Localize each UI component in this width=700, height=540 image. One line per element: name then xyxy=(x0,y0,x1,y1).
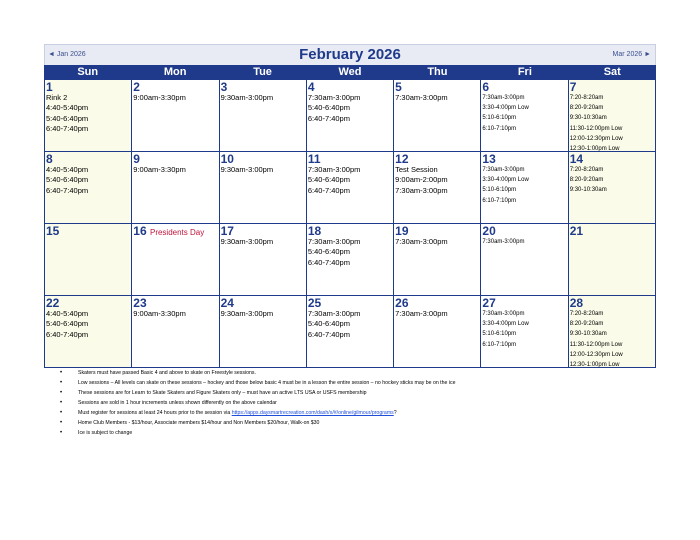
day-number xyxy=(395,225,479,237)
day-number-text: 3 xyxy=(220,80,228,94)
day-cell xyxy=(45,296,132,368)
day-number-text: 14 xyxy=(569,152,584,166)
day-number xyxy=(395,153,479,165)
session-time: 5:10-6:10pm xyxy=(482,331,517,338)
session-time: 6:10-7:10pm xyxy=(482,197,517,204)
session-time: 6:40-7:40pm xyxy=(307,257,350,267)
day-number xyxy=(308,225,392,237)
day-cell xyxy=(481,152,568,224)
session-time: 5:40-6:40pm xyxy=(307,319,350,329)
session-time: 6:10-7:10pm xyxy=(482,341,517,348)
day-number xyxy=(133,297,217,309)
session-time: 3:30-4:00pm Low xyxy=(482,105,529,112)
session-time: 6:40-7:40pm xyxy=(46,185,89,195)
day-cell xyxy=(569,224,656,296)
session-time: 9:30-10:30am xyxy=(569,115,607,122)
month-title: February 2026 xyxy=(299,46,401,63)
session-time: 6:40-7:40pm xyxy=(307,185,350,195)
day-number-text: 24 xyxy=(220,296,234,310)
day-cell xyxy=(132,224,219,296)
session-time: 9:30-10:30am xyxy=(569,331,607,338)
note-text: Ice is subject to change xyxy=(78,430,133,436)
note-text: Skaters must have passed Basic 4 and above to skate on Freestyle sessions. xyxy=(78,370,256,376)
day-cell xyxy=(220,296,307,368)
session-time: 4:40-5:40pm xyxy=(46,165,89,174)
day-number-text: 18 xyxy=(307,224,322,238)
session-time: 9:00am-3:30pm xyxy=(133,309,186,318)
weekday-wed: Wed xyxy=(338,66,362,78)
day-number-text: 26 xyxy=(395,296,409,310)
weekday-header-row xyxy=(44,65,656,79)
session-time: Rink 2 xyxy=(46,93,68,102)
day-number xyxy=(308,297,392,309)
note-item xyxy=(60,398,660,408)
day-number-text: 10 xyxy=(220,152,234,166)
day-cell xyxy=(569,152,656,224)
day-number-text: 11 xyxy=(307,152,321,166)
session-time: 3:30-4:00pm Low xyxy=(482,321,529,328)
day-number xyxy=(482,81,566,93)
session-time: 11:30-12:00pm Low xyxy=(569,341,623,348)
session-time: 7:30am-3:00pm xyxy=(307,165,361,174)
registration-link[interactable]: https://apps.daysmartrecreation.com/dash/x/#/online/gilmour/programs xyxy=(231,410,394,416)
day-number xyxy=(570,153,654,165)
note-text: Sessions are sold in 1 hour increments unless shown differently on the above calendar xyxy=(78,400,277,406)
session-time: 7:30am-3:00pm xyxy=(482,239,525,245)
session-time: 7:30am-3:00pm xyxy=(482,95,525,101)
session-time: 5:40-6:40pm xyxy=(307,175,350,185)
weekday-tue: Tue xyxy=(253,66,272,78)
day-cell xyxy=(45,224,132,296)
session-time: 5:40-6:40pm xyxy=(46,319,89,329)
day-number-text: 9 xyxy=(133,152,140,166)
day-cell xyxy=(394,224,481,296)
day-number xyxy=(221,297,305,309)
session-time: 6:40-7:40pm xyxy=(46,329,89,339)
day-number-text: 16 xyxy=(133,224,147,238)
weekday-mon: Mon xyxy=(163,66,187,78)
day-number xyxy=(46,225,130,237)
day-cell xyxy=(220,80,307,152)
session-time: 7:30am-3:00pm xyxy=(307,93,361,102)
day-number-text: 19 xyxy=(395,224,409,238)
note-item xyxy=(60,368,660,378)
session-time: 6:40-7:40pm xyxy=(307,113,350,123)
day-cell xyxy=(220,152,307,224)
day-number-text: 20 xyxy=(482,224,496,238)
session-time: 7:30am-3:00pm xyxy=(395,237,448,246)
prev-month-link[interactable]: ◄ Jan 2026 xyxy=(48,51,86,58)
session-time: 7:30am-3:00pm xyxy=(395,93,448,102)
session-time: 8:20-9:20am xyxy=(569,105,604,112)
note-item xyxy=(60,418,660,428)
weekday-sat: Sat xyxy=(603,66,621,78)
day-number-text: 8 xyxy=(46,152,53,166)
session-time: 7:20-8:20am xyxy=(569,95,604,101)
day-number xyxy=(46,153,130,165)
note-text: Must register for sessions at least 24 hours prior to the session via xyxy=(78,410,232,416)
day-cell xyxy=(307,224,394,296)
weekday-sun: Sun xyxy=(77,66,99,78)
day-number xyxy=(482,297,566,309)
session-time: 5:10-6:10pm xyxy=(482,115,517,122)
day-cell xyxy=(307,152,394,224)
session-time: 5:40-6:40pm xyxy=(307,103,350,113)
day-number-text: 22 xyxy=(46,296,60,310)
session-time: 5:40-6:40pm xyxy=(307,247,350,257)
session-time: 7:30am-3:00pm xyxy=(307,237,361,246)
day-number xyxy=(570,225,654,237)
next-month-link[interactable]: Mar 2026 ► xyxy=(612,51,651,58)
session-time: 5:40-6:40pm xyxy=(46,175,89,185)
day-number xyxy=(133,225,217,239)
day-number-text: 28 xyxy=(569,296,584,310)
session-time: 7:20-8:20am xyxy=(569,311,604,317)
session-time: 12:30-1:00pm Low xyxy=(569,362,620,368)
session-time: 12:30-1:00pm Low xyxy=(569,146,620,152)
session-time: 7:30am-3:00pm xyxy=(307,309,361,318)
note-text: Low sessions – All levels can skate on these sessions – hockey and those below basic 4 must be in a lesson the entire session – no hockey sticks may be on the ice xyxy=(78,380,456,386)
session-time: 8:20-9:20am xyxy=(569,177,604,184)
session-time: 9:00am-2:00pm xyxy=(395,175,448,185)
calendar xyxy=(44,44,656,368)
day-cell xyxy=(307,80,394,152)
session-time: 9:30am-3:00pm xyxy=(220,93,274,102)
session-time: 9:30-10:30am xyxy=(569,187,607,194)
session-time: 7:30am-3:00pm xyxy=(395,185,448,195)
note-text: These sessions are for Learn to Skate Skaters and Figure Skaters only – must have an active LTS USA or USFS membership xyxy=(78,390,367,396)
session-time: 9:30am-3:00pm xyxy=(220,165,274,174)
session-time: Test Session xyxy=(395,165,438,174)
day-number-text: 1 xyxy=(46,80,53,94)
session-time: 12:00-12:30pm Low xyxy=(569,135,623,142)
session-time: 4:40-5:40pm xyxy=(46,309,89,318)
day-cell xyxy=(45,152,132,224)
day-number xyxy=(221,81,305,93)
session-time: 6:40-7:40pm xyxy=(307,329,350,339)
day-number-text: 6 xyxy=(482,80,490,94)
note-item xyxy=(60,428,660,438)
day-number xyxy=(46,297,130,309)
session-time: 9:00am-3:30pm xyxy=(133,93,186,102)
session-time: 8:20-9:20am xyxy=(569,321,604,328)
day-number-text: 15 xyxy=(46,224,60,238)
session-time: 4:40-5:40pm xyxy=(46,103,89,113)
day-grid xyxy=(44,79,656,368)
day-number-text: 4 xyxy=(307,80,315,94)
day-cell xyxy=(132,152,219,224)
day-number-text: 21 xyxy=(569,224,584,238)
session-time: 6:40-7:40pm xyxy=(46,124,89,134)
day-cell xyxy=(307,296,394,368)
day-cell xyxy=(569,80,656,152)
day-number xyxy=(482,225,566,237)
session-time: 9:30am-3:00pm xyxy=(220,309,274,318)
session-time: 11:30-12:00pm Low xyxy=(569,125,623,132)
note-item xyxy=(60,408,660,418)
day-cell xyxy=(481,224,568,296)
day-number-text: 5 xyxy=(395,80,402,94)
session-time: 12:00-12:30pm Low xyxy=(569,351,623,358)
day-cell xyxy=(481,80,568,152)
day-number xyxy=(395,297,479,309)
note-text: Home Club Members - $13/hour, Associate members $14/hour and Non Members $20/hour, Walk-on $30 xyxy=(78,420,320,426)
session-time: 3:30-4:00pm Low xyxy=(482,177,529,184)
note-item xyxy=(60,378,660,388)
day-cell xyxy=(132,80,219,152)
session-time: 5:10-6:10pm xyxy=(482,187,517,194)
day-number xyxy=(221,225,305,237)
day-cell xyxy=(394,152,481,224)
day-number xyxy=(133,153,217,165)
day-cell xyxy=(481,296,568,368)
day-number xyxy=(308,153,392,165)
day-number-text: 23 xyxy=(133,296,147,310)
day-number xyxy=(570,81,654,93)
day-number-text: 7 xyxy=(569,80,577,94)
day-number xyxy=(221,153,305,165)
day-number-text: 25 xyxy=(307,296,322,310)
day-number xyxy=(308,81,392,93)
day-number-text: 13 xyxy=(482,152,496,166)
session-time: 5:40-6:40pm xyxy=(46,113,89,123)
session-time: 6:10-7:10pm xyxy=(482,125,517,132)
day-number xyxy=(570,297,654,309)
session-time: 7:30am-3:00pm xyxy=(482,167,525,173)
day-number-text: 2 xyxy=(133,80,140,94)
day-number-text: 12 xyxy=(395,152,409,166)
holiday-label: Presidents Day xyxy=(149,228,205,237)
weekday-fri: Fri xyxy=(517,66,532,78)
day-cell xyxy=(220,224,307,296)
day-number xyxy=(482,153,566,165)
calendar-header xyxy=(44,44,656,65)
session-time: 9:00am-3:30pm xyxy=(133,165,186,174)
note-item xyxy=(60,388,660,398)
day-number xyxy=(395,81,479,93)
day-number xyxy=(133,81,217,93)
session-time: 7:30am-3:00pm xyxy=(395,309,448,318)
day-cell xyxy=(394,80,481,152)
day-number-text: 27 xyxy=(482,296,496,310)
notes-list xyxy=(60,368,660,438)
weekday-thu: Thu xyxy=(427,66,448,78)
session-time: 9:30am-3:00pm xyxy=(220,237,274,246)
day-cell xyxy=(569,296,656,368)
note-suffix: ? xyxy=(393,410,397,416)
day-number xyxy=(46,81,130,93)
day-cell xyxy=(394,296,481,368)
session-time: 7:20-8:20am xyxy=(569,167,604,173)
day-cell xyxy=(45,80,132,152)
day-number-text: 17 xyxy=(220,224,234,238)
day-cell xyxy=(132,296,219,368)
session-time: 7:30am-3:00pm xyxy=(482,311,525,317)
